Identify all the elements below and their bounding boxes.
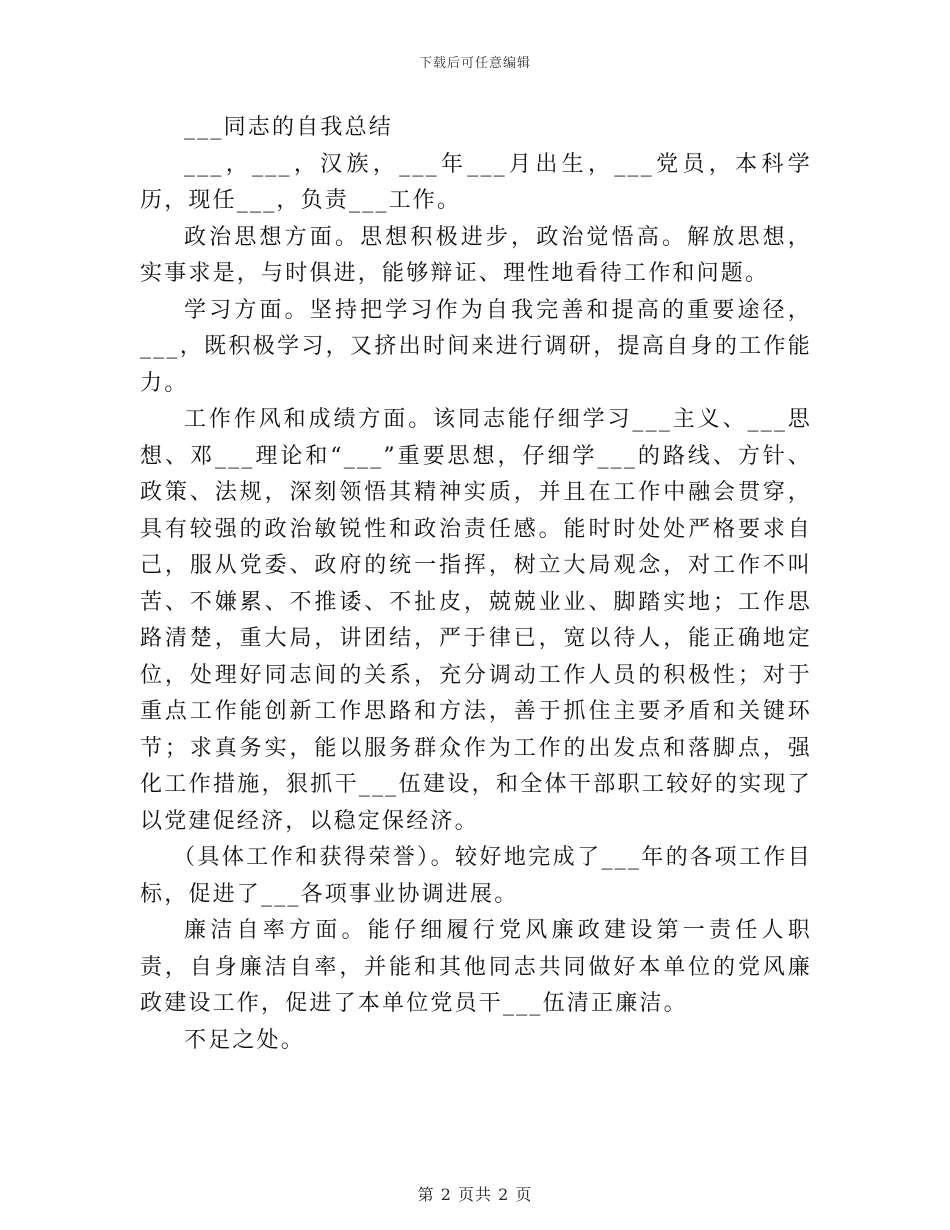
paragraph-political-thought: 政治思想方面。思想积极进步，政治觉悟高。解放思想，实事求是，与时俱进，能够辩证、理性地看待工作和问题。	[140, 224, 812, 286]
paragraph-integrity: 廉洁自率方面。能仔细履行党风廉政建设第一责任人职责，自身廉洁自率，并能和其他同志共同做好本单位的党风廉政建设工作，促进了本单位党员干___伍清正廉洁。	[140, 918, 812, 1016]
page-number: 第 2 页共 2 页	[417, 1185, 533, 1204]
paragraph-study: 学习方面。坚持把学习作为自我完善和提高的重要途径，___，既积极学习，又挤出时间来进行调研，提高自身的工作能力。	[140, 297, 812, 396]
document-body	[140, 110, 812, 1059]
document-title: ___同志的自我总结	[184, 115, 394, 140]
paragraph-achievements: （具体工作和获得荣誉）。较好地完成了___年的各项工作目标，促进了___各项事业协调进展。	[140, 845, 812, 907]
paragraph-personal-info: ___，___，汉族，___年___月出生，___党员，本科学历，现任___，负责___工作。	[140, 151, 812, 213]
page-header: 下载后可任意编辑	[418, 56, 531, 71]
paragraph-work-style: 工作作风和成绩方面。该同志能仔细学习___主义、___思想、邓___理论和“___”重要思想，仔细学___的路线、方针、政策、法规，深刻领悟其精神实质，并且在工作中融会贯穿，具有较强的政治敏锐性和政治责任感。能时时处处严格要求自己，服从党委、政府的统一指挥，树立大局观念，对工作不叫苦、不嫌累、不推诿、不扯皮，兢兢业业、脚踏实地；工作思路清楚，重大局，讲团结，严于律已，宽以待人，能正确地定位，处理好同志间的关系，充分调动工作人员的积极性；对于重点工作能创新工作思路和方法，善于抓住主要矛盾和关键环节；求真务实，能以服务群众作为工作的出发点和落脚点，强化工作措施，狠抓干___伍建设，和全体干部职工较好的实现了以党建促经济，以稳定保经济。	[140, 407, 812, 834]
paragraph-shortcomings: 不足之处。	[184, 1027, 306, 1053]
